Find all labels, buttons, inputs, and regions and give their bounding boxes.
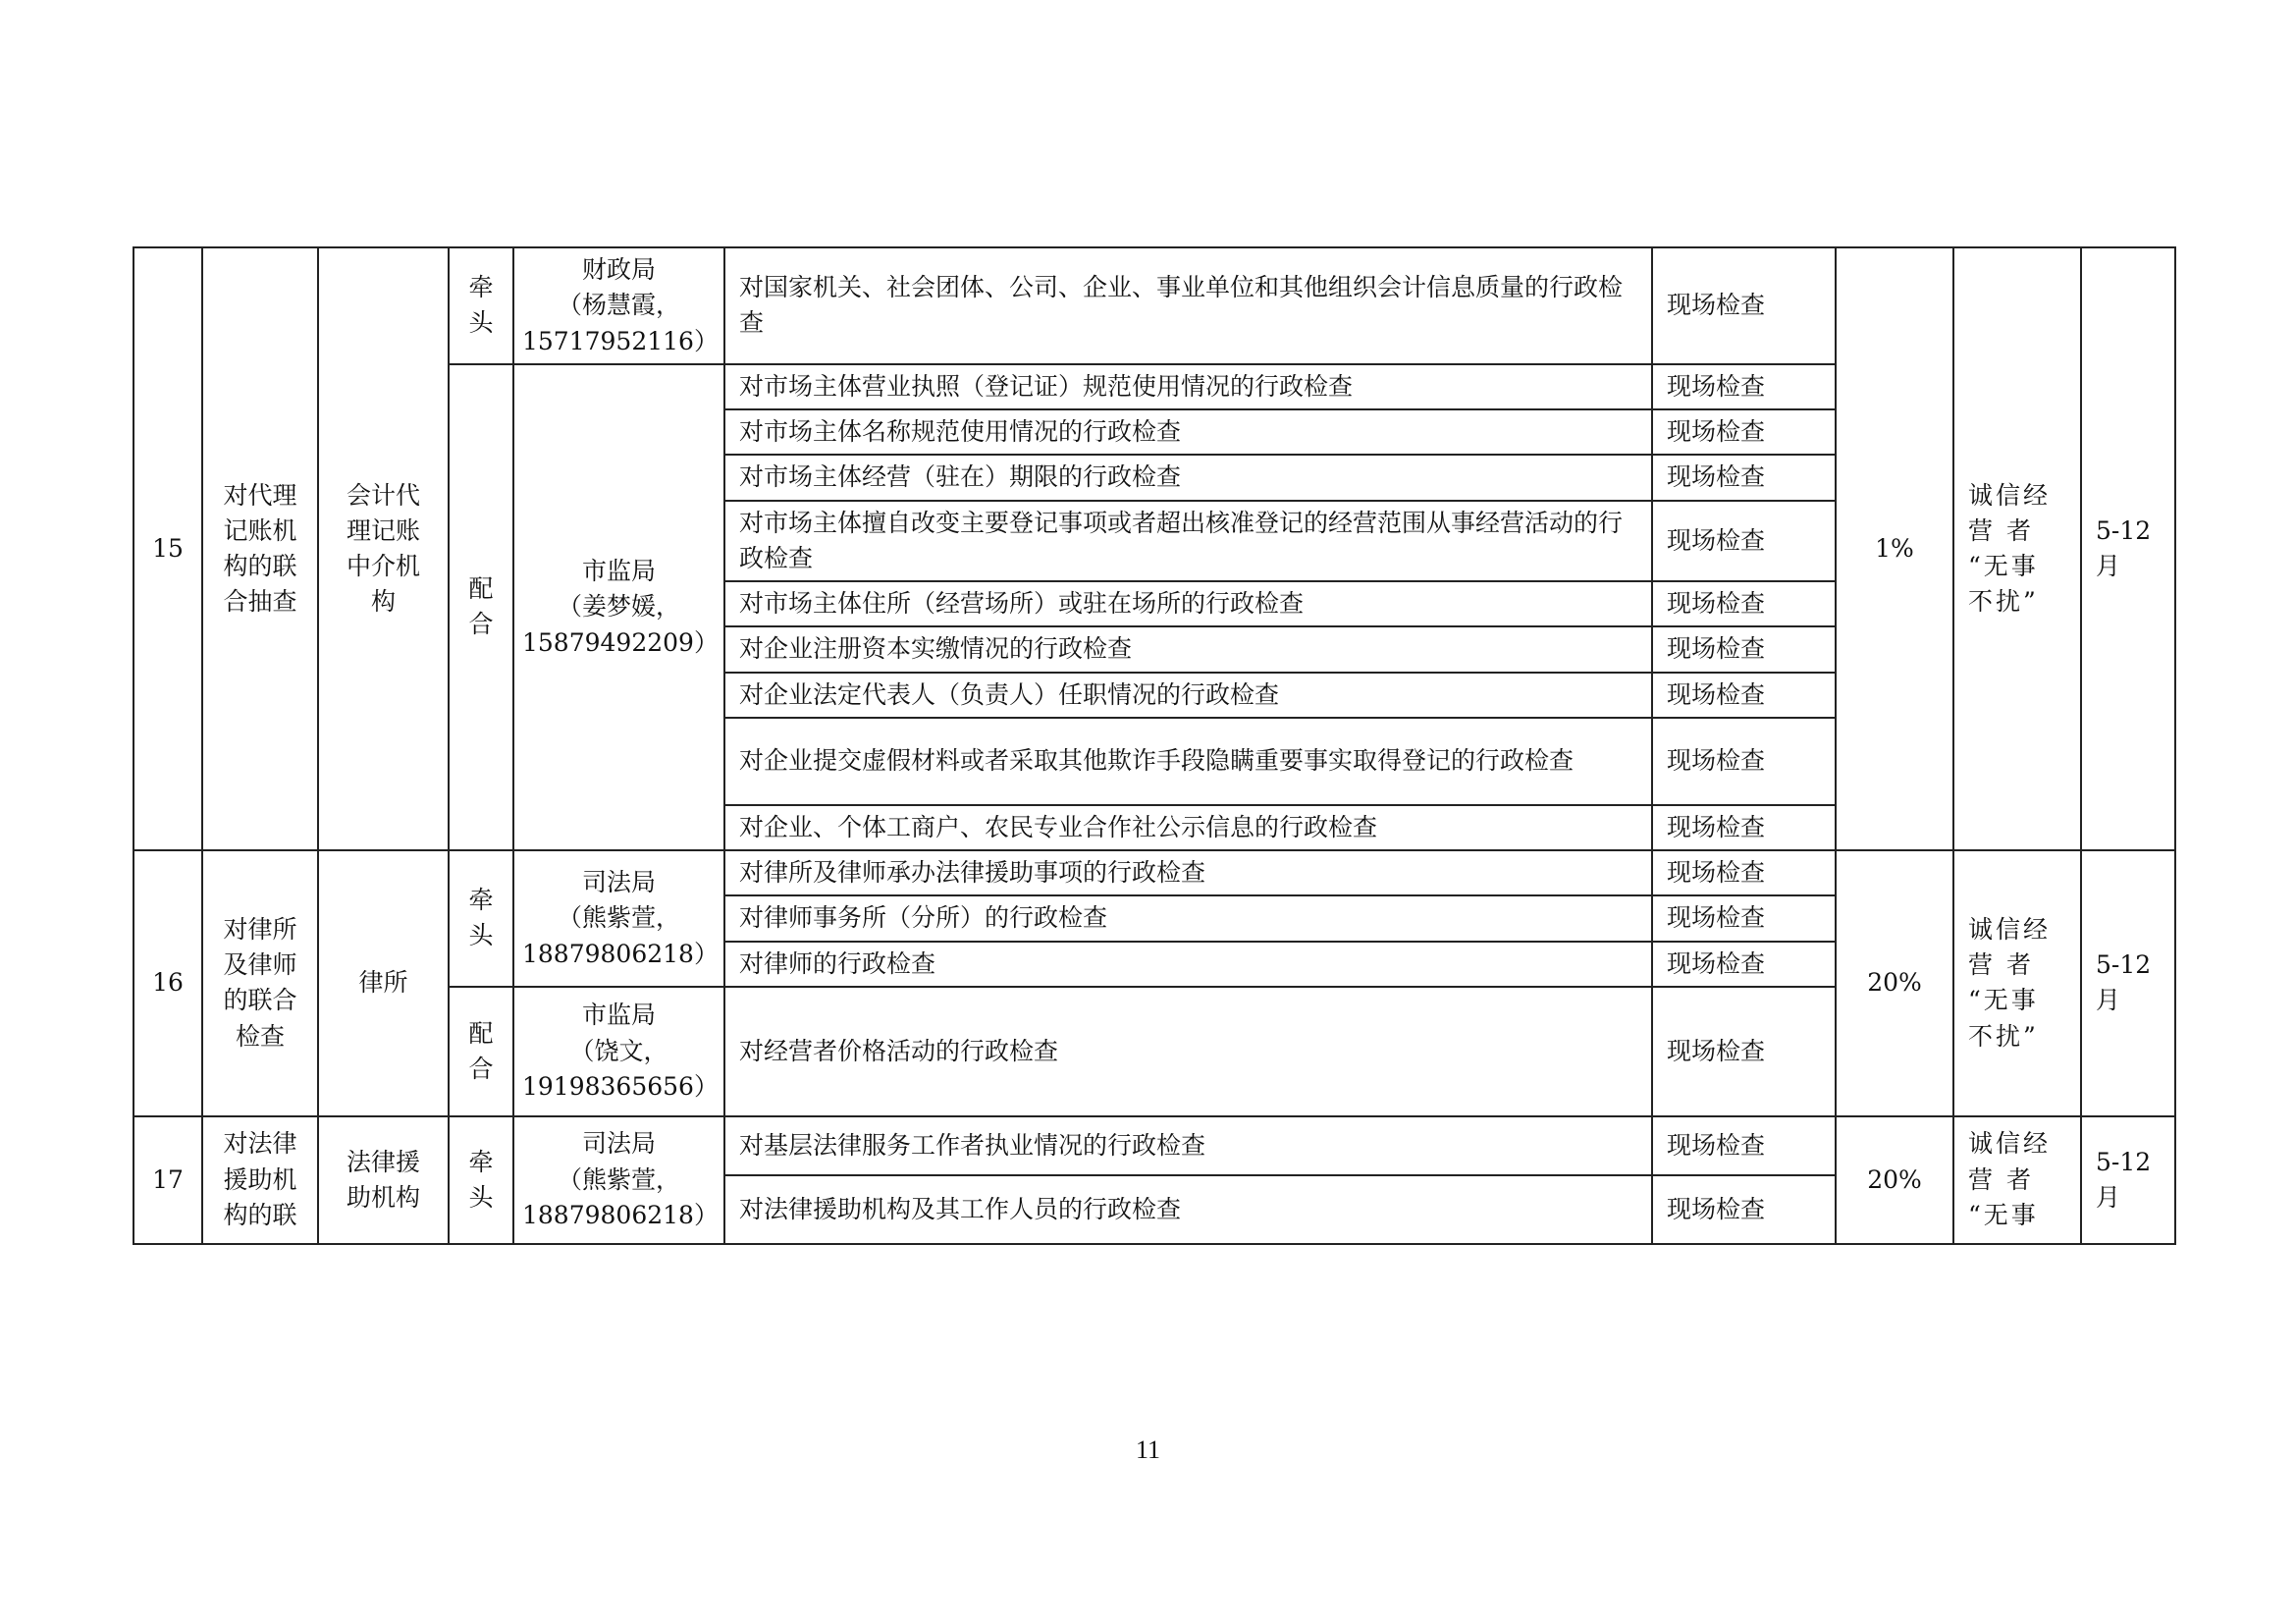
inspection-time: 5-12 月 (2081, 1116, 2175, 1244)
inspection-mode: 诚信经 营 者 “无事 不扰” (1953, 850, 2081, 1116)
page-number: 11 (1135, 1435, 1161, 1464)
sampling-ratio: 20% (1836, 850, 1953, 1116)
task-text: 对基层法律服务工作者执业情况的行政检查 (724, 1116, 1652, 1175)
cooperate-department: 市监局 （饶文， 19198365656） (513, 987, 724, 1116)
role-lead: 牵 头 (449, 1116, 513, 1244)
inspection-mode: 诚信经 营 者 “无事 不扰” (1953, 247, 2081, 850)
task-method: 现场检查 (1652, 850, 1836, 895)
check-object: 会计代 理记账 中介机 构 (318, 247, 449, 850)
task-method: 现场检查 (1652, 364, 1836, 409)
task-method: 现场检查 (1652, 455, 1836, 500)
task-method: 现场检查 (1652, 581, 1836, 626)
inspection-table (133, 246, 2176, 1245)
role-cooperate: 配 合 (449, 987, 513, 1116)
task-text: 对律所及律师承办法律援助事项的行政检查 (724, 850, 1652, 895)
task-method: 现场检查 (1652, 673, 1836, 718)
check-object: 律所 (318, 850, 449, 1116)
task-method: 现场检查 (1652, 247, 1836, 364)
check-object: 法律援 助机构 (318, 1116, 449, 1244)
inspection-time: 5-12 月 (2081, 850, 2175, 1116)
sampling-ratio: 1% (1836, 247, 1953, 850)
role-lead: 牵 头 (449, 247, 513, 364)
item-name: 对法律 援助机 构的联 (202, 1116, 318, 1244)
lead-department: 司法局 （熊紫萱， 18879806218） (513, 1116, 724, 1244)
table-row (133, 850, 2175, 895)
task-text: 对市场主体住所（经营场所）或驻在场所的行政检查 (724, 581, 1652, 626)
task-text: 对市场主体擅自改变主要登记事项或者超出核准登记的经营范围从事经营活动的行政检查 (724, 501, 1652, 582)
task-method: 现场检查 (1652, 895, 1836, 941)
item-name: 对律所 及律师 的联合 检查 (202, 850, 318, 1116)
item-number: 16 (133, 850, 202, 1116)
table-row (133, 247, 2175, 364)
lead-department: 财政局 （杨慧霞， 15717952116） (513, 247, 724, 364)
task-text: 对经营者价格活动的行政检查 (724, 987, 1652, 1116)
table-row (133, 1116, 2175, 1175)
role-lead: 牵 头 (449, 850, 513, 987)
lead-department: 司法局 （熊紫萱， 18879806218） (513, 850, 724, 987)
inspection-time: 5-12 月 (2081, 247, 2175, 850)
task-text: 对市场主体经营（驻在）期限的行政检查 (724, 455, 1652, 500)
task-method: 现场检查 (1652, 718, 1836, 805)
sampling-ratio: 20% (1836, 1116, 1953, 1244)
item-name: 对代理 记账机 构的联 合抽查 (202, 247, 318, 850)
item-number: 17 (133, 1116, 202, 1244)
task-text: 对法律援助机构及其工作人员的行政检查 (724, 1175, 1652, 1244)
task-method: 现场检查 (1652, 942, 1836, 987)
task-text: 对国家机关、社会团体、公司、企业、事业单位和其他组织会计信息质量的行政检查 (724, 247, 1652, 364)
role-cooperate: 配 合 (449, 364, 513, 850)
task-method: 现场检查 (1652, 626, 1836, 672)
table-body (133, 247, 2175, 1244)
task-method: 现场检查 (1652, 501, 1836, 582)
task-method: 现场检查 (1652, 1175, 1836, 1244)
task-text: 对律师事务所（分所）的行政检查 (724, 895, 1652, 941)
task-text: 对企业提交虚假材料或者采取其他欺诈手段隐瞒重要事实取得登记的行政检查 (724, 718, 1652, 805)
task-text: 对律师的行政检查 (724, 942, 1652, 987)
task-method: 现场检查 (1652, 987, 1836, 1116)
cooperate-department: 市监局 （姜梦媛， 15879492209） (513, 364, 724, 850)
task-text: 对市场主体营业执照（登记证）规范使用情况的行政检查 (724, 364, 1652, 409)
task-text: 对企业注册资本实缴情况的行政检查 (724, 626, 1652, 672)
task-method: 现场检查 (1652, 409, 1836, 455)
task-method: 现场检查 (1652, 805, 1836, 850)
item-number: 15 (133, 247, 202, 850)
inspection-mode: 诚信经 营 者 “无事 (1953, 1116, 2081, 1244)
task-method: 现场检查 (1652, 1116, 1836, 1175)
task-text: 对企业法定代表人（负责人）任职情况的行政检查 (724, 673, 1652, 718)
task-text: 对市场主体名称规范使用情况的行政检查 (724, 409, 1652, 455)
task-text: 对企业、个体工商户、农民专业合作社公示信息的行政检查 (724, 805, 1652, 850)
